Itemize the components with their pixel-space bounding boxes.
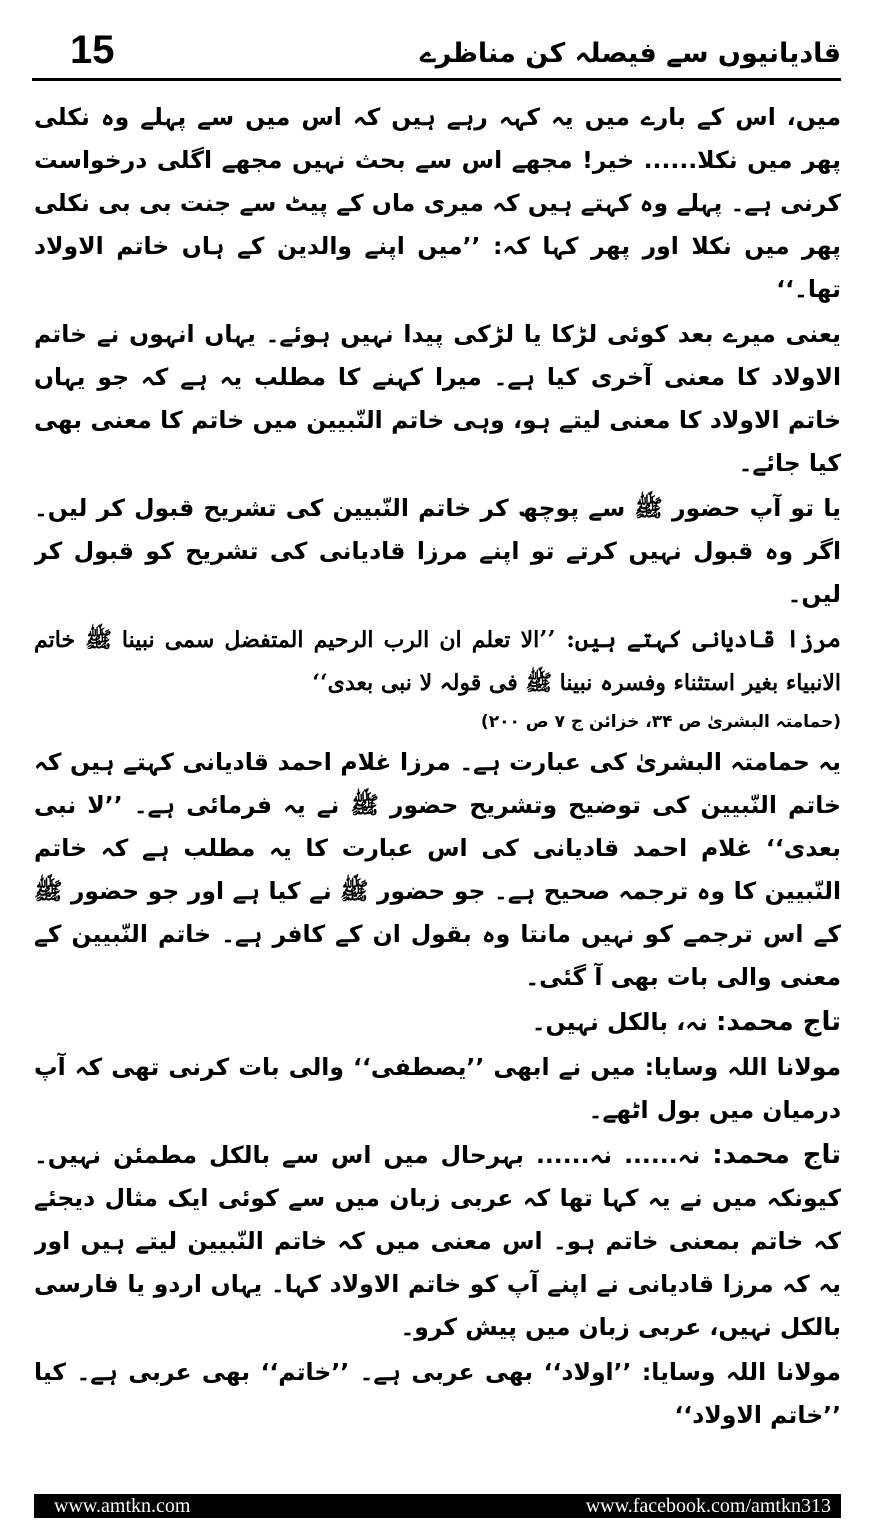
quote-close: ‘‘ (312, 670, 328, 696)
dialogue-wasaya-2 (34, 1351, 841, 1437)
speaker-name: تاج محمد: (712, 1140, 841, 1170)
paragraph-1: میں، اس کے بارے میں یہ کہہ رہے ہیں کہ اس میں سے پہلے وہ نکلی پھر میں نکلا...... خیر! مجھے اس سے بحث نہیں مجھے اگلی درخواست کرنی ہے۔ پہلے وہ کہتے ہیں کہ میری ماں کے پیٹ سے جنت بی بی نکلی پھر میں نکلا اور پھر کہا کہ: ’’میں اپنے والدین کے ہاں خاتم الاولاد تھا۔‘‘ (34, 103, 841, 303)
page-body (34, 96, 841, 1461)
speaker-name: تاج محمد: (716, 1007, 841, 1037)
dialogue-text: نہ، بالکل نہیں۔ (531, 1008, 716, 1036)
paragraph-2: یعنی میرے بعد کوئی لڑکا یا لڑکی پیدا نہیں ہوئے۔ یہاں انہوں نے خاتم الاولاد کا معنی آخری کیا ہے۔ میرا کہنے کا مطلب یہ ہے کہ جو یہاں خاتم الاولاد کا معنی لیتے ہو، وہی خاتم النّبیین میں خاتم کا معنی بھی کیا جائے۔ (34, 320, 841, 477)
dialogue-taj-1 (34, 1001, 841, 1044)
paragraph-3: یا تو آپ حضور ﷺ سے پوچھ کر خاتم النّبیین کی تشریح قبول کر لیں۔ اگر وہ قبول نہیں کرتے تو اپنے مرزا قادیانی کی تشریح کو قبول کر لیں۔ (34, 494, 841, 608)
footer-facebook-link[interactable]: www.facebook.com/amtkn313 (585, 1495, 831, 1517)
quote-intro: مرزا قادیانی کہتے ہیں: ’’ (539, 625, 841, 653)
header-divider (32, 78, 841, 81)
speaker-name: مولانا اللہ وسایا: (644, 1053, 841, 1081)
footer-website-link[interactable]: www.amtkn.com (54, 1495, 191, 1517)
arabic-quote-paragraph (34, 618, 841, 705)
page-number: 15 (70, 28, 115, 72)
dialogue-taj-2 (34, 1134, 841, 1349)
dialogue-text: ’’اولاد‘‘ بھی عربی ہے۔ ’’خاتم‘‘ بھی عربی ہے۔ کیا ’’خاتم الاولاد‘‘ (34, 1358, 841, 1429)
page-header (32, 22, 841, 76)
dialogue-text: نہ...... نہ...... بہرحال میں اس سے بالکل مطمئن نہیں۔ کیونکہ میں نے یہ کہا تھا کہ عربی زبان میں سے کوئی ایک مثال دیجئے کہ خاتم بمعنی خاتم ہو۔ اس معنی میں کہ خاتم النّبیین لیتے ہیں اور یہ کہ مرزا قادیانی نے اپنے آپ کو خاتم الاولاد کہا۔ یہاں اردو یا فارسی بالکل نہیں، عربی زبان میں پیش کرو۔ (34, 1141, 841, 1341)
paragraph-5: یہ حمامتہ البشریٰ کی عبارت ہے۔ مرزا غلام احمد قادیانی کہتے ہیں کہ خاتم النّبیین کی توضیح وتشریح حضور ﷺ نے یہ فرمائی ہے۔ ’’لا نبی بعدی‘‘ غلام احمد قادیانی کی اس عبارت کا یہ مطلب ہے کہ خاتم النّبیین کا وہ ترجمہ صحیح ہے۔ جو حضور ﷺ نے کیا ہے اور جو حضور ﷺ کے اس ترجمے کو نہیں مانتا وہ بقول ان کے کافر ہے۔ خاتم النّبیین کے معنی والی بات بھی آ گئی۔ (34, 748, 841, 991)
citation: (حمامتہ البشریٰ ص ۳۴، خزائن ج ۷ ص ۲۰۰) (480, 712, 841, 732)
speaker-name: مولانا اللہ وسایا: (641, 1358, 841, 1386)
dialogue-wasaya-1 (34, 1046, 841, 1132)
dialogue-text: میں نے ابھی ’’یصطفی‘‘ والی بات کرنی تھی کہ آپ درمیان میں بول اٹھے۔ (34, 1053, 841, 1124)
running-title: قادیانیوں سے فیصلہ کن مناظرے (419, 38, 841, 69)
arabic-quote: الا تعلم ان الرب الرحیم المتفضل سمی نبینا ﷺ خاتم الانبیاء بغیر استثناء وفسرہ نبینا ﷺ فی قولہ لا نبی بعدی (34, 627, 841, 696)
page-footer (34, 1494, 841, 1518)
